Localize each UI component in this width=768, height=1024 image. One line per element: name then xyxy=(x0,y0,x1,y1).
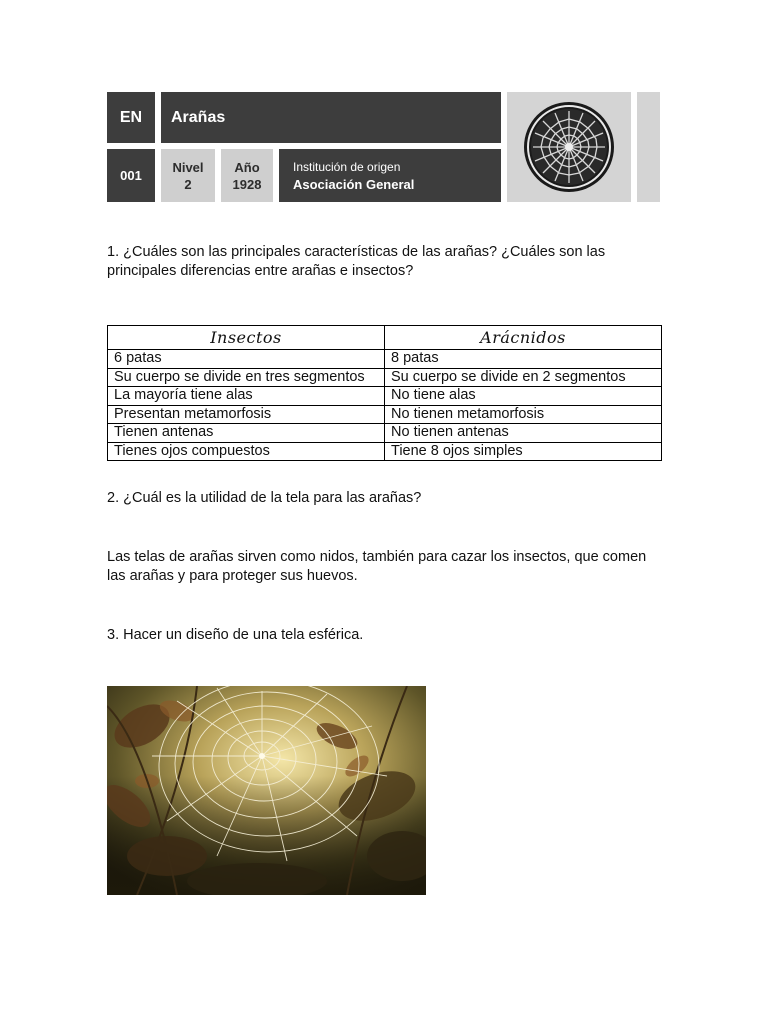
title-text: Arañas xyxy=(171,108,226,126)
table-cell: Su cuerpo se divide en 2 segmentos xyxy=(385,368,662,387)
table-cell: Su cuerpo se divide en tres segmentos xyxy=(108,368,385,387)
table-row xyxy=(108,350,662,369)
table-cell: 8 patas xyxy=(385,350,662,369)
table-row xyxy=(108,368,662,387)
comparison-table xyxy=(107,325,662,461)
table-cell: 6 patas xyxy=(108,350,385,369)
table-cell: No tienen antenas xyxy=(385,424,662,443)
table-cell: Tienes ojos compuestos xyxy=(108,442,385,461)
nivel-label: Nivel xyxy=(172,159,204,175)
column-header-aracnidos: Arácnidos xyxy=(385,326,662,350)
ano-cell xyxy=(221,149,273,202)
table-row xyxy=(108,405,662,424)
table-header-row xyxy=(108,326,662,350)
nivel-cell xyxy=(161,149,215,202)
question-2: 2. ¿Cuál es la utilidad de la tela para las arañas? xyxy=(107,490,422,506)
record-number xyxy=(107,149,155,202)
language-code: EN xyxy=(119,108,143,126)
spider-web-emblem-icon xyxy=(521,99,617,195)
answer-2: Las telas de arañas sirven como nidos, también para cazar los insectos, que comen las arañas y para proteger sus huevos. xyxy=(107,549,647,584)
record-number-text: 001 xyxy=(120,168,142,183)
table-cell: La mayoría tiene alas xyxy=(108,387,385,406)
table-cell: No tiene alas xyxy=(385,387,662,406)
table-cell: Presentan metamorfosis xyxy=(108,405,385,424)
table-cell: Tiene 8 ojos simples xyxy=(385,442,662,461)
nivel-value: 2 xyxy=(184,176,192,192)
table-cell: Tienen antenas xyxy=(108,424,385,443)
logo-panel xyxy=(507,92,631,202)
institution-name: Asociación General xyxy=(293,176,415,192)
table-row xyxy=(108,424,662,443)
question-3: 3. Hacer un diseño de una tela esférica. xyxy=(107,627,364,643)
header-edge-strip xyxy=(637,92,660,202)
table-cell: No tienen metamorfosis xyxy=(385,405,662,424)
ano-value: 1928 xyxy=(232,176,262,192)
table-row xyxy=(108,387,662,406)
table-row xyxy=(108,442,662,461)
header-title xyxy=(161,92,501,143)
language-badge xyxy=(107,92,155,143)
institution-cell xyxy=(279,149,501,202)
question-1: 1. ¿Cuáles son las principales características de las arañas? ¿Cuáles son las principales diferencias entre arañas e insectos? xyxy=(107,244,606,279)
ano-label: Año xyxy=(234,159,260,175)
spider-web-photo xyxy=(107,686,426,895)
institution-label: Institución de origen xyxy=(293,159,401,174)
column-header-insectos: Insectos xyxy=(108,326,385,350)
